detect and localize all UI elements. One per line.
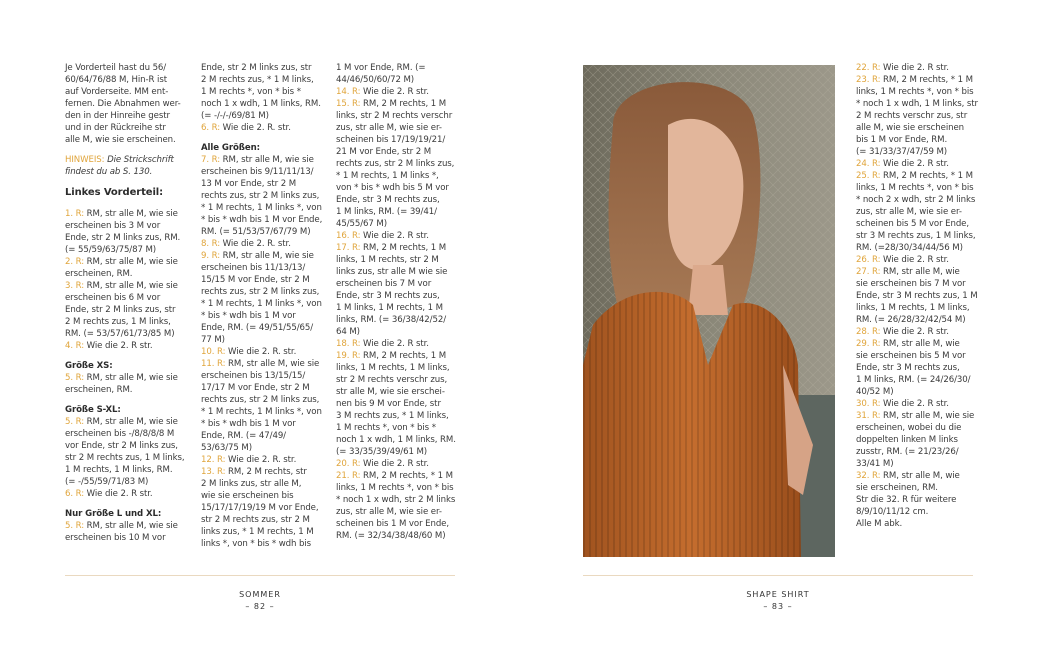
row-instruction <box>201 238 331 250</box>
text-line: 1 M rechts, 1 M links, RM. <box>65 465 173 475</box>
text-line: zusstr, RM. (= 21/23/26/ <box>856 447 959 457</box>
instruction-text: Wie die 2. R str. <box>880 399 949 409</box>
text-line: RM. (= 53/57/61/73/85 M) <box>65 329 175 339</box>
text-line: erscheinen bis 3 M vor <box>65 221 161 231</box>
row-instruction <box>856 74 981 86</box>
text-line: * noch 2 x wdh, str 2 M links <box>856 195 976 205</box>
text-line: erscheinen bis 11/13/13/ <box>201 263 306 273</box>
instruction-text: Wie die 2. R str. <box>84 489 153 499</box>
text-line: str 2 M rechts verschr zus, <box>336 375 448 385</box>
text-line: rechts zus, str 2 M links zus, <box>201 287 320 297</box>
row-label: 14. R: <box>336 87 361 97</box>
row-instruction <box>201 466 331 478</box>
row-label: 6. R: <box>65 489 85 499</box>
row-instruction <box>201 154 331 166</box>
instruction-text: RM, 2 M rechts, str <box>225 467 307 477</box>
row-label: 19. R: <box>336 351 361 361</box>
row-instruction <box>201 358 331 370</box>
text-line: auf Vorderseite. MM ent- <box>65 87 169 97</box>
instruction-text: RM, str alle M, wie <box>880 471 960 481</box>
text-line: nen bis 9 M vor Ende, str <box>336 399 441 409</box>
text-line: * noch 1 x wdh, 1 M links, str <box>856 99 978 109</box>
row-label: 29. R: <box>856 339 881 349</box>
spacer <box>201 134 331 142</box>
text-column-4 <box>856 62 981 530</box>
row-label: 28. R: <box>856 327 881 337</box>
text-line: links zus, * 1 M rechts, 1 M <box>201 527 314 537</box>
row-label: 3. R: <box>65 281 85 291</box>
text-line: 1 M vor Ende, RM. (= <box>336 63 426 73</box>
text-line: 60/64/76/88 M, Hin-R ist <box>65 75 167 85</box>
text-line: links, 1 M rechts *, von * bis <box>856 183 974 193</box>
instruction-text: RM, str alle M, wie <box>880 339 960 349</box>
text-line: noch 1 x wdh, 1 M links, RM. <box>336 435 456 445</box>
instruction-text: RM, 2 M rechts, * 1 M <box>880 171 973 181</box>
text-line: alle M, wie sie erscheinen <box>856 123 964 133</box>
text-line: Str die 32. R für weitere <box>856 495 957 505</box>
row-label: 18. R: <box>336 339 361 349</box>
row-label: 5. R: <box>65 373 85 383</box>
row-label: 6. R: <box>201 123 221 133</box>
text-line: RM. (= 32/34/38/48/60 M) <box>336 531 446 541</box>
row-instruction <box>336 98 461 110</box>
section-heading: Alle Größen: <box>201 143 260 153</box>
text-line: noch 1 x wdh, 1 M links, RM. <box>201 99 321 109</box>
text-line: RM. (= 51/53/57/67/79 M) <box>201 227 311 237</box>
text-line: Ende, str 3 M rechts zus, <box>856 363 960 373</box>
row-instruction <box>65 488 197 500</box>
text-line: bis 1 M vor Ende, RM. <box>856 135 948 145</box>
row-label: 17. R: <box>336 243 361 253</box>
footer-left <box>200 590 320 611</box>
text-line: erscheinen, RM. <box>65 269 133 279</box>
row-label: 13. R: <box>201 467 226 477</box>
text-line: Ende, str 2 M links zus, str <box>201 63 312 73</box>
row-label: 25. R: <box>856 171 881 181</box>
text-line: 13 M vor Ende, str 2 M <box>201 179 297 189</box>
text-line: Ende, RM. (= 49/51/55/65/ <box>201 323 314 333</box>
page-number: – 83 – <box>763 602 793 611</box>
row-label: 20. R: <box>336 459 361 469</box>
text-line: 45/55/67 M) <box>336 219 387 229</box>
row-instruction <box>336 242 461 254</box>
text-line: zus, str alle M, wie sie er- <box>856 207 962 217</box>
instruction-text: RM, str alle M, wie sie <box>84 281 178 291</box>
row-instruction <box>201 122 331 134</box>
text-line: (= 33/35/39/49/61 M) <box>336 447 428 457</box>
text-line: 8/9/10/11/12 cm. <box>856 507 929 517</box>
spacer <box>65 352 197 360</box>
text-line: 21 M vor Ende, str 2 M <box>336 147 432 157</box>
text-line: * 1 M rechts, 1 M links *, von <box>201 299 322 309</box>
text-line: scheinen bis 1 M vor Ende, <box>336 519 449 529</box>
instruction-text: Wie die 2. R str. <box>360 339 429 349</box>
instruction-text: Wie die 2. R. str. <box>225 347 297 357</box>
instruction-text: Wie die 2. R str. <box>84 341 153 351</box>
instruction-text: RM, str alle M, wie sie <box>880 411 975 421</box>
text-line: sie erscheinen, RM. <box>856 483 938 493</box>
row-instruction <box>201 250 331 262</box>
instruction-text: Wie die 2. R str. <box>360 87 429 97</box>
text-line: str 2 M rechts zus, 1 M links, <box>65 453 185 463</box>
instruction-text: RM, str alle M, wie sie <box>84 257 178 267</box>
row-label: 10. R: <box>201 347 226 357</box>
text-line: 15/15 M vor Ende, str 2 M <box>201 275 310 285</box>
row-instruction <box>65 520 197 532</box>
row-instruction <box>65 372 197 384</box>
footer-rule-left <box>65 575 455 576</box>
text-line: den in der Hinreihe gestr <box>65 111 170 121</box>
row-label: 32. R: <box>856 471 881 481</box>
text-line: * 1 M rechts, 1 M links *, von <box>201 407 322 417</box>
text-column-2 <box>201 62 331 550</box>
text-line: links *, von * bis * wdh bis <box>201 539 311 549</box>
text-line: Alle M abk. <box>856 519 903 529</box>
text-line: (= -/55/59/71/83 M) <box>65 477 149 487</box>
text-line: erscheinen bis 6 M vor <box>65 293 161 303</box>
text-line: * 1 M rechts, 1 M links *, <box>336 171 439 181</box>
spacer <box>65 500 197 508</box>
instruction-text: RM, str alle M, wie sie <box>225 359 320 369</box>
row-instruction <box>856 62 981 74</box>
instruction-text: Wie die 2. R. str. <box>225 455 297 465</box>
text-line: str 2 M rechts zus, str 2 M <box>201 515 310 525</box>
text-line: alle M, wie sie erscheinen. <box>65 135 176 145</box>
row-label: 30. R: <box>856 399 881 409</box>
text-line: 17/17 M vor Ende, str 2 M <box>201 383 310 393</box>
row-instruction <box>336 470 461 482</box>
instruction-text: RM, str alle M, wie <box>880 267 960 277</box>
row-instruction <box>201 454 331 466</box>
instruction-text: RM, str alle M, wie sie <box>84 417 178 427</box>
text-line: rechts zus, str 2 M links zus, <box>201 395 320 405</box>
instruction-text: Wie die 2. R str. <box>360 231 429 241</box>
instruction-text: Wie die 2. R str. <box>880 159 949 169</box>
text-line: 1 M rechts *, von * bis * <box>336 423 436 433</box>
row-instruction <box>65 256 197 268</box>
instruction-text: RM, str alle M, wie sie <box>220 155 314 165</box>
row-instruction <box>856 410 981 422</box>
row-label: 21. R: <box>336 471 361 481</box>
instruction-text: Wie die 2. R str. <box>360 459 429 469</box>
text-line: RM. (= 26/28/32/42/54 M) <box>856 315 966 325</box>
text-line: Ende, str 3 M rechts zus, <box>336 195 440 205</box>
text-line: scheinen bis 5 M vor Ende, <box>856 219 969 229</box>
row-instruction <box>65 280 197 292</box>
row-instruction <box>65 208 197 220</box>
text-line: sie erscheinen bis 7 M vor <box>856 279 966 289</box>
text-line: * noch 1 x wdh, str 2 M links <box>336 495 456 505</box>
row-label: 5. R: <box>65 417 85 427</box>
text-line: erscheinen bis 7 M vor <box>336 279 432 289</box>
row-instruction <box>336 458 461 470</box>
row-label: 27. R: <box>856 267 881 277</box>
row-label: 8. R: <box>201 239 221 249</box>
instruction-text: RM, str alle M, wie sie <box>84 373 178 383</box>
section-title: SOMMER <box>239 590 281 599</box>
instruction-text: Wie die 2. R. str. <box>220 123 291 133</box>
row-label: 12. R: <box>201 455 226 465</box>
text-line: 1 M rechts *, von * bis * <box>201 87 301 97</box>
text-line: rechts zus, str 2 M links zus, <box>201 191 320 201</box>
instruction-text: RM, 2 M rechts, 1 M <box>360 99 447 109</box>
text-line: links, RM. (= 36/38/42/52/ <box>336 315 446 325</box>
text-line: 44/46/50/60/72 M) <box>336 75 415 85</box>
text-line: (= 31/33/37/47/59 M) <box>856 147 948 157</box>
text-line: 77 M) <box>201 335 225 345</box>
spacer <box>65 146 197 154</box>
row-instruction <box>65 416 197 428</box>
row-label: 5. R: <box>65 521 85 531</box>
text-line: vor Ende, str 2 M links zus, <box>65 441 178 451</box>
text-line: 1 M links, RM. (= 39/41/ <box>336 207 437 217</box>
text-line: erscheinen bis 13/15/15/ <box>201 371 306 381</box>
text-line: Ende, str 3 M rechts zus, <box>336 291 440 301</box>
instruction-text: Wie die 2. R. str. <box>220 239 291 249</box>
footer-right <box>718 590 838 611</box>
row-instruction <box>856 398 981 410</box>
text-line: 1 M links, 1 M rechts, 1 M <box>336 303 443 313</box>
text-line: * 1 M rechts, 1 M links *, von <box>201 203 322 213</box>
instruction-text: Wie die 2. R str. <box>880 255 949 265</box>
text-line: 2 M rechts zus, * 1 M links, <box>201 75 314 85</box>
text-line: und in der Rückreihe str <box>65 123 166 133</box>
row-instruction <box>856 254 981 266</box>
text-line: * bis * wdh bis 1 M vor <box>201 419 296 429</box>
text-line: str alle M, wie sie erschei- <box>336 387 445 397</box>
photo-woman-orange-shirt <box>583 65 835 557</box>
text-line: Ende, str 2 M links zus, RM. <box>65 233 181 243</box>
text-line: rechts zus, str 2 M links zus, <box>336 159 455 169</box>
instruction-text: RM, 2 M rechts, 1 M <box>360 351 447 361</box>
row-instruction <box>201 346 331 358</box>
row-instruction <box>856 158 981 170</box>
row-label: 1. R: <box>65 209 85 219</box>
row-instruction <box>65 340 197 352</box>
text-line: RM. (=28/30/34/44/56 M) <box>856 243 963 253</box>
text-line: von * bis * wdh bis 5 M vor <box>336 183 449 193</box>
text-line: zus, str alle M, wie sie er- <box>336 507 442 517</box>
text-line: links, str 2 M rechts verschr <box>336 111 453 121</box>
text-line: erscheinen, wobei du die <box>856 423 962 433</box>
row-instruction <box>336 338 461 350</box>
text-line: (= 55/59/63/75/87 M) <box>65 245 157 255</box>
text-line: str 3 M rechts zus, 1 M links, <box>856 231 976 241</box>
text-line: 2 M rechts verschr zus, str <box>856 111 968 121</box>
text-line: 3 M rechts zus, * 1 M links, <box>336 411 449 421</box>
row-label: 22. R: <box>856 63 881 73</box>
instruction-text: RM, 2 M rechts, 1 M <box>360 243 447 253</box>
row-label: 26. R: <box>856 255 881 265</box>
text-line: fernen. Die Abnahmen wer- <box>65 99 181 109</box>
text-line: wie sie erscheinen bis <box>201 491 294 501</box>
text-line: sie erscheinen bis 5 M vor <box>856 351 966 361</box>
text-line: 2 M links zus, str alle M, <box>201 479 302 489</box>
instruction-text: RM, str alle M, wie sie <box>220 251 314 261</box>
text-line: 53/63/75 M) <box>201 443 252 453</box>
text-line: 64 M) <box>336 327 360 337</box>
text-line: 1 M links, RM. (= 24/26/30/ <box>856 375 971 385</box>
text-line: Je Vorderteil hast du 56/ <box>65 63 167 73</box>
row-instruction <box>856 170 981 182</box>
footer-rule-right <box>583 575 973 576</box>
instruction-text: RM, 2 M rechts, * 1 M <box>360 471 453 481</box>
text-line: erscheinen bis 9/11/11/13/ <box>201 167 314 177</box>
page-number: – 82 – <box>245 602 275 611</box>
row-label: 31. R: <box>856 411 881 421</box>
text-line: 2 M rechts zus, 1 M links, <box>65 317 171 327</box>
row-instruction <box>336 230 461 242</box>
row-label: 4. R: <box>65 341 85 351</box>
text-line: 15/17/17/19/19 M vor Ende, <box>201 503 319 513</box>
text-line: Ende, str 3 M rechts zus, 1 M <box>856 291 978 301</box>
text-line: Ende, RM. (= 47/49/ <box>201 431 286 441</box>
text-column-1 <box>65 62 197 544</box>
text-line: * bis * wdh bis 1 M vor <box>201 311 296 321</box>
text-line: erscheinen, RM. <box>65 385 133 395</box>
text-line: links, 1 M rechts, str 2 M <box>336 255 439 265</box>
text-line: links, 1 M rechts, 1 M links, <box>336 363 450 373</box>
row-instruction <box>856 470 981 482</box>
text-line: 33/41 M) <box>856 459 894 469</box>
text-line: * bis * wdh bis 1 M vor Ende, <box>201 215 323 225</box>
spacer <box>65 178 197 186</box>
note-line <box>65 154 197 166</box>
text-line: erscheinen bis -/8/8/8/8 M <box>65 429 175 439</box>
text-line: scheinen bis 17/19/19/21/ <box>336 135 446 145</box>
note-label: HINWEIS: <box>65 155 105 165</box>
section-heading: Nur Größe L und XL: <box>65 509 162 519</box>
row-instruction <box>856 266 981 278</box>
text-line: links zus, str alle M wie sie <box>336 267 448 277</box>
text-column-3 <box>336 62 461 542</box>
row-instruction <box>336 86 461 98</box>
section-heading: Größe XS: <box>65 361 113 371</box>
text-line: links, 1 M rechts *, von * bis <box>856 87 974 97</box>
row-label: 9. R: <box>201 251 221 261</box>
row-instruction <box>856 338 981 350</box>
text-line: 40/52 M) <box>856 387 894 397</box>
row-label: 16. R: <box>336 231 361 241</box>
row-label: 11. R: <box>201 359 226 369</box>
text-line: doppelten linken M links <box>856 435 958 445</box>
text-line: links, 1 M rechts, 1 M links, <box>856 303 970 313</box>
instruction-text: RM, 2 M rechts, * 1 M <box>880 75 973 85</box>
row-label: 15. R: <box>336 99 361 109</box>
section-heading: Linkes Vorderteil: <box>65 187 163 198</box>
spacer <box>65 396 197 404</box>
section-heading: Größe S-XL: <box>65 405 121 415</box>
row-label: 2. R: <box>65 257 85 267</box>
spacer <box>65 200 197 208</box>
instruction-text: Wie die 2. R str. <box>880 63 949 73</box>
row-instruction <box>336 350 461 362</box>
instruction-text: RM, str alle M, wie sie <box>84 209 178 219</box>
text-line: Ende, str 2 M links zus, str <box>65 305 176 315</box>
text-line: findest du ab S. 130. <box>65 167 153 177</box>
instruction-text: Wie die 2. R str. <box>880 327 949 337</box>
section-title: SHAPE SHIRT <box>746 590 810 599</box>
instruction-text: RM, str alle M, wie sie <box>84 521 178 531</box>
row-label: 23. R: <box>856 75 881 85</box>
text-line: links, 1 M rechts *, von * bis <box>336 483 454 493</box>
row-label: 24. R: <box>856 159 881 169</box>
instruction-text: Die Strickschrift <box>104 155 174 165</box>
text-line: zus, str alle M, wie sie er- <box>336 123 442 133</box>
text-line: (= -/-/-/69/81 M) <box>201 111 269 121</box>
row-instruction <box>856 326 981 338</box>
row-label: 7. R: <box>201 155 221 165</box>
text-line: erscheinen bis 10 M vor <box>65 533 166 543</box>
